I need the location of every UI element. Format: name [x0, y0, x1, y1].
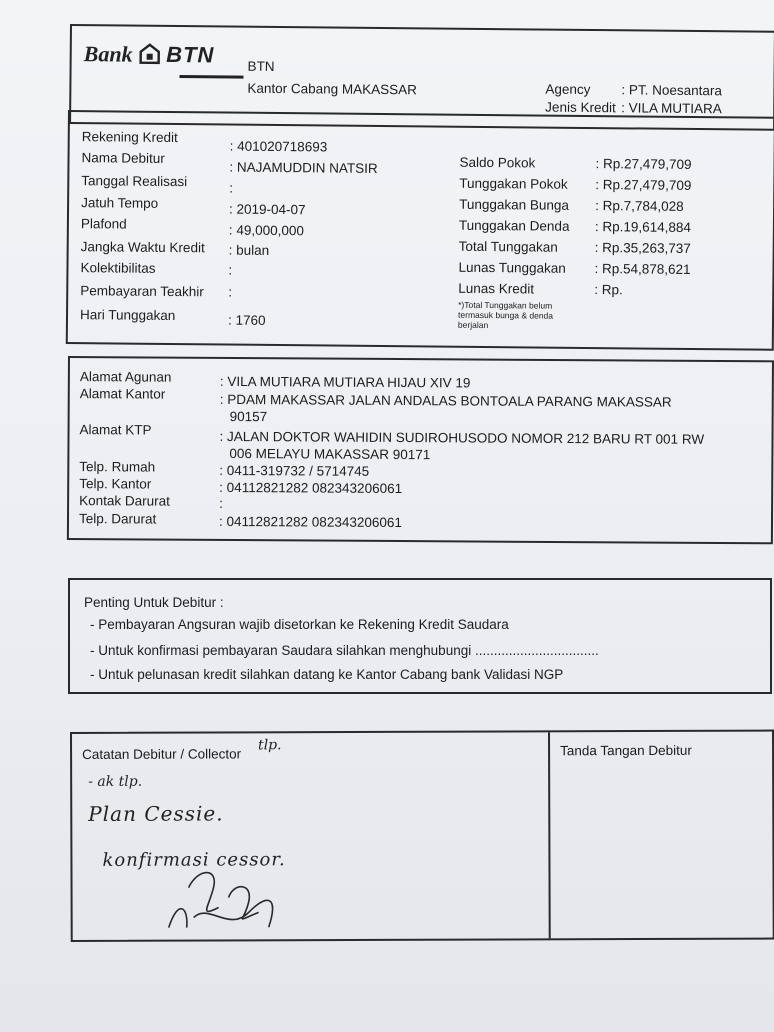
kolektibilitas-label: Kolektibilitas [80, 260, 156, 276]
jangka-waktu-value: : bulan [228, 242, 270, 258]
tanggal-realisasi-value: : [229, 180, 234, 196]
alamat-kantor-label: Alamat Kantor [79, 386, 166, 402]
handwritten-signature [158, 857, 318, 938]
plafond-value: : 49,000,000 [228, 222, 305, 239]
alamat-kantor-value-cont: 90157 [229, 408, 268, 425]
notes-box [70, 730, 774, 942]
alamat-agunan-value: : VILA MUTIARA MUTIARA HIJAU XIV 19 [219, 373, 471, 391]
lunas-tunggakan-label: Lunas Tunggakan [458, 259, 566, 276]
jenis-kredit-value: : VILA MUTIARA [621, 100, 722, 117]
agency-label: Agency [545, 81, 591, 97]
notes-label: Catatan Debitur / Collector [82, 746, 242, 762]
nama-debitur-value: : NAJAMUDDIN NATSIR [229, 159, 378, 176]
brand-name: BTN [166, 41, 215, 68]
telp-darurat-label: Telp. Darurat [78, 511, 157, 527]
alamat-ktp-value-cont: 006 MELAYU MAKASSAR 90171 [229, 445, 431, 463]
lunas-kredit-label: Lunas Kredit [458, 280, 535, 297]
agency-value: : PT. Noesantara [621, 82, 723, 99]
total-tunggakan-label: Total Tunggakan [458, 238, 558, 255]
tunggakan-footnote: *)Total Tunggakan belum termasuk bunga & denda berjalan [457, 299, 554, 331]
logo-underline [179, 75, 243, 79]
notice-box [68, 578, 772, 694]
tunggakan-bunga-value: : Rp.7,784,028 [595, 198, 684, 214]
tunggakan-denda-label: Tunggakan Denda [458, 217, 570, 234]
signature-label: Tanda Tangan Debitur [560, 742, 692, 759]
rekening-kredit-label: Rekening Kredit [81, 129, 178, 146]
notice-item: - Untuk konfirmasi pembayaran Saudara silahkan menghubungi ................................. [90, 643, 599, 658]
telp-rumah-label: Telp. Rumah [79, 459, 156, 475]
bank-line1: BTN [247, 58, 275, 74]
tunggakan-bunga-label: Tunggakan Bunga [459, 196, 570, 213]
address-box [67, 356, 774, 544]
handwritten-note: - ak tlp. [88, 773, 143, 790]
alamat-kantor-value: : PDAM MAKASSAR JALAN ANDALAS BONTOALA PARANG MAKASSAR [219, 391, 672, 410]
telp-darurat-value: : 04112821282 082343206061 [218, 513, 402, 531]
kolektibilitas-value: : [228, 262, 233, 278]
jenis-kredit-label: Jenis Kredit [545, 99, 616, 116]
bank-word: Bank [83, 41, 133, 67]
rekening-kredit-value: : 401020718693 [229, 138, 328, 155]
alamat-agunan-label: Alamat Agunan [79, 369, 172, 385]
alamat-ktp-value: : JALAN DOKTOR WAHIDIN SUDIROHUSODO NOMOR 212 BARU RT 001 RW [219, 428, 705, 447]
pembayaran-terakhir-label: Pembayaran Teakhir [80, 283, 204, 300]
saldo-pokok-value: : Rp.27,479,709 [595, 156, 692, 172]
pembayaran-terakhir-value: : [228, 284, 233, 300]
branch-name: Kantor Cabang MAKASSAR [247, 80, 418, 98]
nama-debitur-label: Nama Debitur [81, 150, 165, 166]
jangka-waktu-label: Jangka Waktu Kredit [80, 239, 205, 256]
bank-logo [84, 42, 215, 66]
total-tunggakan-value: : Rp.35,263,737 [594, 240, 691, 256]
saldo-pokok-label: Saldo Pokok [459, 154, 536, 171]
hari-tunggakan-value: : 1760 [227, 312, 266, 328]
handwritten-note: tlp. [258, 737, 282, 754]
handwritten-note: Plan Cessie. [88, 801, 224, 826]
notice-item: - Pembayaran Angsuran wajib disetorkan ke Rekening Kredit Saudara [90, 617, 509, 632]
jatuh-tempo-label: Jatuh Tempo [81, 195, 159, 211]
kontak-darurat-value: : [219, 495, 223, 511]
telp-rumah-value: : 0411-319732 / 5714745 [219, 462, 370, 479]
notes-divider [548, 732, 551, 938]
hari-tunggakan-label: Hari Tunggakan [79, 307, 176, 324]
notice-title: Penting Untuk Debitur : [84, 595, 224, 610]
notice-item: - Untuk pelunasan kredit silahkan datang ke Kantor Cabang bank Validasi NGP [90, 667, 564, 682]
tunggakan-pokok-label: Tunggakan Pokok [459, 175, 568, 192]
handwritten-note: konfirmasi cessor. [102, 849, 286, 871]
loan-info-box [66, 110, 774, 351]
lunas-kredit-value: : Rp. [594, 282, 623, 298]
plafond-label: Plafond [80, 216, 127, 232]
house-icon [138, 43, 160, 65]
telp-kantor-value: : 04112821282 082343206061 [219, 479, 403, 497]
tanggal-realisasi-label: Tanggal Realisasi [81, 173, 188, 190]
lunas-tunggakan-value: : Rp.54,878,621 [594, 261, 691, 277]
tunggakan-denda-value: : Rp.19,614,884 [594, 219, 692, 235]
telp-kantor-label: Telp. Kantor [79, 476, 152, 492]
tunggakan-pokok-value: : Rp.27,479,709 [595, 177, 692, 193]
jatuh-tempo-value: : 2019-04-07 [228, 201, 306, 218]
kontak-darurat-label: Kontak Darurat [79, 493, 170, 509]
alamat-ktp-label: Alamat KTP [79, 422, 152, 438]
